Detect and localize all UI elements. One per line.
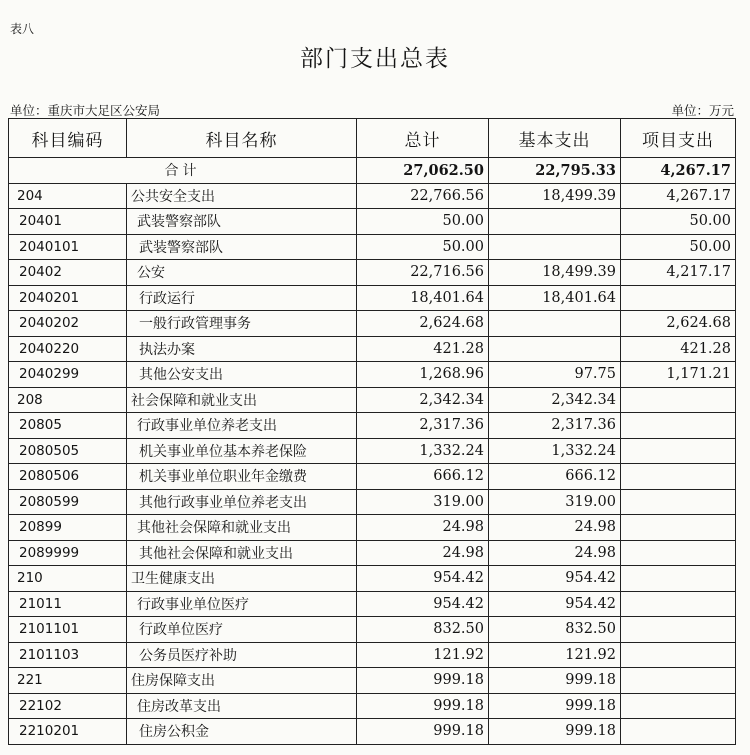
row-total: 2,624.68 <box>357 311 489 337</box>
table-row <box>9 260 736 286</box>
row-project <box>621 515 736 541</box>
row-name: 行政单位医疗 <box>127 617 357 643</box>
row-name: 卫生健康支出 <box>127 566 357 592</box>
row-code: 21011 <box>9 591 127 617</box>
row-code: 2101101 <box>9 617 127 643</box>
row-name: 机关事业单位基本养老保险 <box>127 438 357 464</box>
table-row <box>9 438 736 464</box>
row-code: 2210201 <box>9 719 127 745</box>
total-basic: 22,795.33 <box>489 158 621 184</box>
row-code: 20805 <box>9 413 127 439</box>
table-row <box>9 464 736 490</box>
row-code: 2040220 <box>9 336 127 362</box>
row-name: 行政事业单位养老支出 <box>127 413 357 439</box>
row-total: 2,317.36 <box>357 413 489 439</box>
row-name: 社会保障和就业支出 <box>127 387 357 413</box>
row-project <box>621 413 736 439</box>
row-project <box>621 617 736 643</box>
row-project: 50.00 <box>621 234 736 260</box>
row-project <box>621 540 736 566</box>
row-name: 行政事业单位医疗 <box>127 591 357 617</box>
row-total: 999.18 <box>357 693 489 719</box>
row-code: 20402 <box>9 260 127 286</box>
row-name: 武装警察部队 <box>127 234 357 260</box>
row-code: 2040299 <box>9 362 127 388</box>
row-total: 999.18 <box>357 719 489 745</box>
row-project <box>621 464 736 490</box>
row-name: 武装警察部队 <box>127 209 357 235</box>
table-row <box>9 183 736 209</box>
table-row <box>9 591 736 617</box>
row-total: 121.92 <box>357 642 489 668</box>
row-basic: 121.92 <box>489 642 621 668</box>
row-name: 行政运行 <box>127 285 357 311</box>
row-total: 22,766.56 <box>357 183 489 209</box>
row-basic: 999.18 <box>489 719 621 745</box>
row-name: 其他社会保障和就业支出 <box>127 540 357 566</box>
row-total: 954.42 <box>357 591 489 617</box>
row-name: 其他社会保障和就业支出 <box>127 515 357 541</box>
row-basic: 954.42 <box>489 591 621 617</box>
row-total: 1,332.24 <box>357 438 489 464</box>
total-row <box>9 158 736 184</box>
table-row <box>9 362 736 388</box>
row-name: 其他公安支出 <box>127 362 357 388</box>
total-amount: 27,062.50 <box>357 158 489 184</box>
row-code: 20899 <box>9 515 127 541</box>
table-row <box>9 489 736 515</box>
table-row <box>9 719 736 745</box>
row-project <box>621 693 736 719</box>
row-name: 执法办案 <box>127 336 357 362</box>
row-project <box>621 285 736 311</box>
row-project: 4,217.17 <box>621 260 736 286</box>
row-total: 50.00 <box>357 234 489 260</box>
row-code: 2089999 <box>9 540 127 566</box>
table-row <box>9 515 736 541</box>
row-code: 2101103 <box>9 642 127 668</box>
row-name: 其他行政事业单位养老支出 <box>127 489 357 515</box>
row-project <box>621 489 736 515</box>
row-project <box>621 668 736 694</box>
row-total: 832.50 <box>357 617 489 643</box>
total-project: 4,267.17 <box>621 158 736 184</box>
row-total: 2,342.34 <box>357 387 489 413</box>
table-row <box>9 413 736 439</box>
row-basic: 18,499.39 <box>489 183 621 209</box>
row-project <box>621 566 736 592</box>
table-row <box>9 693 736 719</box>
row-basic <box>489 336 621 362</box>
row-code: 210 <box>9 566 127 592</box>
unit-currency: 单位：万元 <box>671 103 734 118</box>
table-row <box>9 234 736 260</box>
row-basic: 2,342.34 <box>489 387 621 413</box>
row-basic: 2,317.36 <box>489 413 621 439</box>
row-code: 2080505 <box>9 438 127 464</box>
row-basic: 999.18 <box>489 668 621 694</box>
row-code: 2040201 <box>9 285 127 311</box>
row-project <box>621 591 736 617</box>
row-total: 22,716.56 <box>357 260 489 286</box>
row-total: 319.00 <box>357 489 489 515</box>
column-header-basic: 基本支出 <box>489 119 621 158</box>
row-name: 住房保障支出 <box>127 668 357 694</box>
row-basic <box>489 311 621 337</box>
column-header-total: 总计 <box>357 119 489 158</box>
table-row <box>9 336 736 362</box>
table-row <box>9 209 736 235</box>
row-project <box>621 387 736 413</box>
row-total: 18,401.64 <box>357 285 489 311</box>
row-basic: 1,332.24 <box>489 438 621 464</box>
row-code: 22102 <box>9 693 127 719</box>
total-label: 合计 <box>9 158 357 184</box>
row-basic: 319.00 <box>489 489 621 515</box>
row-name: 公务员医疗补助 <box>127 642 357 668</box>
row-total: 954.42 <box>357 566 489 592</box>
row-total: 666.12 <box>357 464 489 490</box>
column-header-name: 科目名称 <box>127 119 357 158</box>
row-code: 2080599 <box>9 489 127 515</box>
row-code: 2080506 <box>9 464 127 490</box>
row-project: 50.00 <box>621 209 736 235</box>
row-name: 公安 <box>127 260 357 286</box>
row-basic: 24.98 <box>489 540 621 566</box>
table-row <box>9 311 736 337</box>
row-code: 221 <box>9 668 127 694</box>
table-row <box>9 566 736 592</box>
table-row <box>9 617 736 643</box>
row-basic: 18,401.64 <box>489 285 621 311</box>
table-number-label: 表八 <box>10 22 35 36</box>
row-project: 4,267.17 <box>621 183 736 209</box>
row-project: 1,171.21 <box>621 362 736 388</box>
row-code: 2040101 <box>9 234 127 260</box>
page-title: 部门支出总表 <box>300 46 450 72</box>
row-basic <box>489 209 621 235</box>
row-name: 一般行政管理事务 <box>127 311 357 337</box>
expenditure-table <box>8 118 736 745</box>
row-project <box>621 642 736 668</box>
column-header-project: 项目支出 <box>621 119 736 158</box>
row-basic: 97.75 <box>489 362 621 388</box>
row-total: 24.98 <box>357 515 489 541</box>
row-project <box>621 719 736 745</box>
row-name: 住房公积金 <box>127 719 357 745</box>
row-name: 公共安全支出 <box>127 183 357 209</box>
row-basic <box>489 234 621 260</box>
row-total: 421.28 <box>357 336 489 362</box>
table-row <box>9 642 736 668</box>
row-code: 208 <box>9 387 127 413</box>
row-basic: 999.18 <box>489 693 621 719</box>
row-basic: 954.42 <box>489 566 621 592</box>
table-header-row <box>9 119 736 158</box>
row-basic: 832.50 <box>489 617 621 643</box>
row-project: 421.28 <box>621 336 736 362</box>
row-code: 2040202 <box>9 311 127 337</box>
table-row <box>9 387 736 413</box>
row-name: 住房改革支出 <box>127 693 357 719</box>
table-row <box>9 285 736 311</box>
row-basic: 24.98 <box>489 515 621 541</box>
row-total: 999.18 <box>357 668 489 694</box>
row-code: 20401 <box>9 209 127 235</box>
row-project <box>621 438 736 464</box>
row-name: 机关事业单位职业年金缴费 <box>127 464 357 490</box>
row-total: 50.00 <box>357 209 489 235</box>
table-row <box>9 668 736 694</box>
row-total: 24.98 <box>357 540 489 566</box>
unit-organization: 单位：重庆市大足区公安局 <box>10 103 161 118</box>
row-basic: 666.12 <box>489 464 621 490</box>
column-header-code: 科目编码 <box>9 119 127 158</box>
table-row <box>9 540 736 566</box>
row-basic: 18,499.39 <box>489 260 621 286</box>
row-code: 204 <box>9 183 127 209</box>
row-total: 1,268.96 <box>357 362 489 388</box>
row-project: 2,624.68 <box>621 311 736 337</box>
